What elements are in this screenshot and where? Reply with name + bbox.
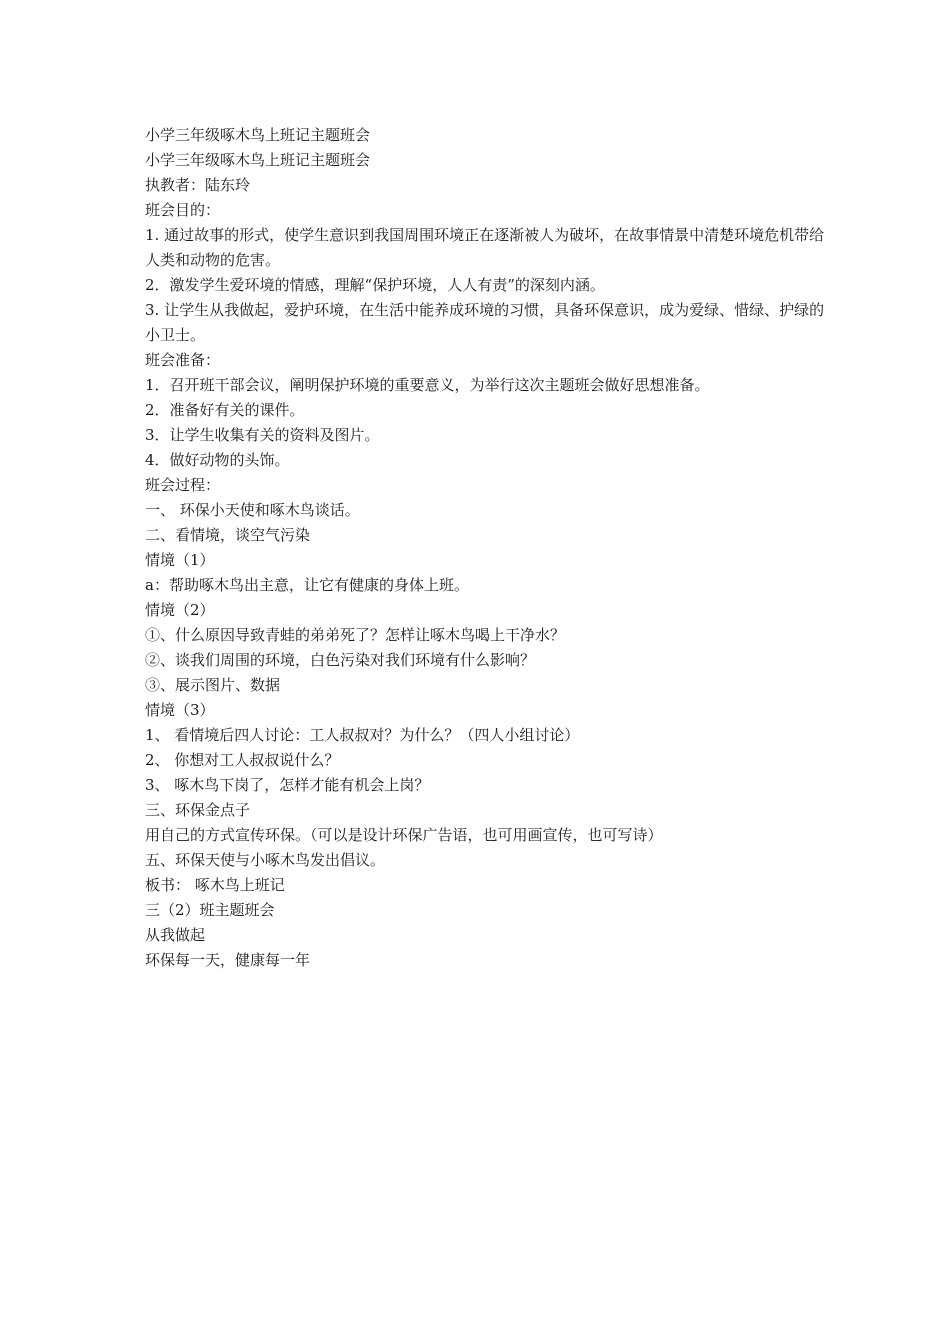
goal-item-3: 3. 让学生从我做起，爱护环境，在生活中能养成环境的习惯，具备环保意识，成为爱绿、惜绿、护绿的小卫士。 bbox=[145, 301, 825, 344]
scenario-1-heading: 情境（1） bbox=[145, 551, 215, 569]
prep-item-4: 4．做好动物的头饰。 bbox=[145, 451, 290, 469]
doc-title-repeat: 小学三年级啄木鸟上班记主题班会 bbox=[145, 151, 371, 169]
section-heading-process: 班会过程： bbox=[145, 476, 221, 494]
process-step-3: 三、环保金点子 bbox=[145, 801, 251, 819]
prep-item-1: 1．召开班干部会议，阐明保护环境的重要意义，为举行这次主题班会做好思想准备。 bbox=[145, 376, 710, 394]
scenario-2-item-2: ②、谈我们周围的环境，白色污染对我们环境有什么影响？ bbox=[145, 651, 536, 669]
scenario-3-item-2: 2、 你想对工人叔叔说什么？ bbox=[145, 751, 340, 769]
doc-author: 执教者：陆东玲 bbox=[145, 176, 251, 194]
blackboard-slogan-2: 环保每一天，健康每一年 bbox=[145, 951, 311, 969]
process-step-2: 二、看情境，谈空气污染 bbox=[145, 526, 311, 544]
scenario-3-item-3: 3、 啄木鸟下岗了，怎样才能有机会上岗？ bbox=[145, 776, 430, 794]
scenario-1-item-a: a：帮助啄木鸟出主意，让它有健康的身体上班。 bbox=[145, 576, 469, 594]
goal-item-2: 2．激发学生爱环境的情感，理解“保护环境，人人有责”的深刻内涵。 bbox=[145, 276, 605, 294]
process-step-1: 一、 环保小天使和啄木鸟谈话。 bbox=[145, 501, 360, 519]
section-heading-preparation: 班会准备： bbox=[145, 351, 221, 369]
document-body bbox=[145, 123, 830, 973]
scenario-3-heading: 情境（3） bbox=[145, 701, 215, 719]
goal-item-1: 1. 通过故事的形式，使学生意识到我国周围环境正在逐渐被人为破坏，在故事情景中清楚环境危机带给人类和动物的危害。 bbox=[145, 226, 825, 269]
process-step-3-detail: 用自己的方式宣传环保。（可以是设计环保广告语，也可用画宣传，也可写诗） bbox=[145, 826, 663, 844]
blackboard-title: 板书： 啄木鸟上班记 bbox=[145, 876, 285, 894]
scenario-2-item-1: ①、什么原因导致青蛙的弟弟死了？怎样让啄木鸟喝上干净水？ bbox=[145, 626, 566, 644]
prep-item-3: 3．让学生收集有关的资料及图片。 bbox=[145, 426, 380, 444]
process-step-5: 五、环保天使与小啄木鸟发出倡议。 bbox=[145, 851, 386, 869]
scenario-3-item-1: 1、 看情境后四人讨论：工人叔叔对？为什么？（四人小组讨论） bbox=[145, 726, 580, 744]
blackboard-slogan-1: 从我做起 bbox=[145, 926, 206, 944]
prep-item-2: 2．准备好有关的课件。 bbox=[145, 401, 305, 419]
scenario-2-item-3: ③、展示图片、数据 bbox=[145, 676, 281, 694]
section-heading-goals: 班会目的： bbox=[145, 201, 221, 219]
doc-title: 小学三年级啄木鸟上班记主题班会 bbox=[145, 126, 371, 144]
scenario-2-heading: 情境（2） bbox=[145, 601, 215, 619]
blackboard-class: 三（2）班主题班会 bbox=[145, 901, 275, 919]
